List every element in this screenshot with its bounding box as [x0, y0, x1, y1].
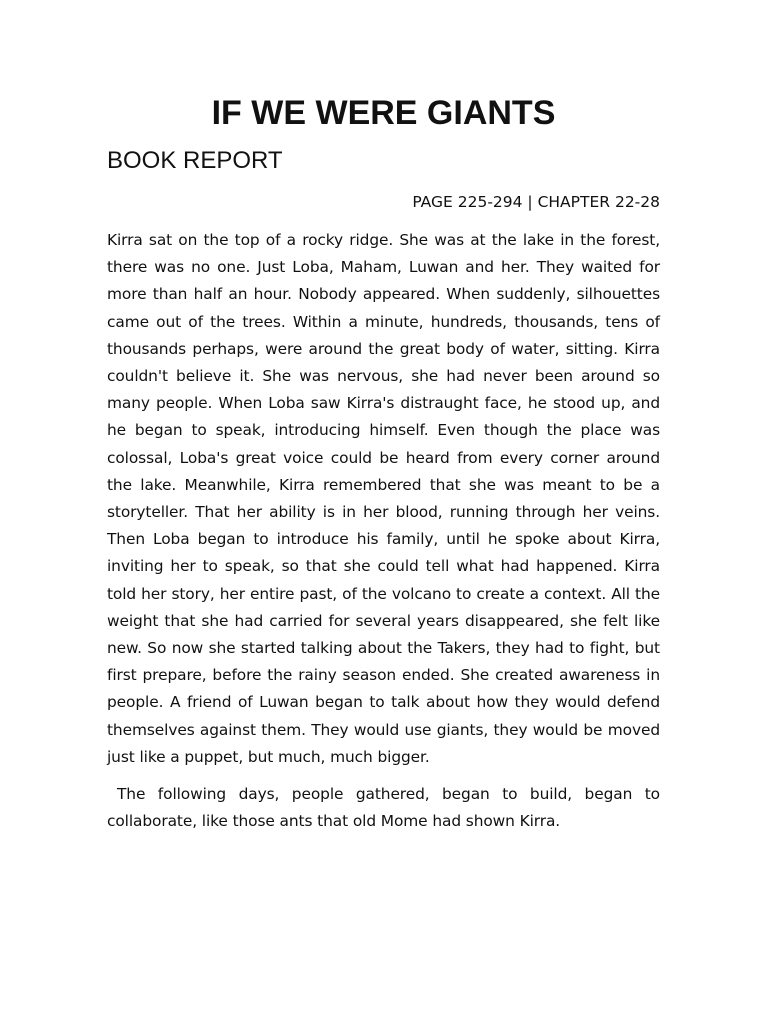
body-paragraph: The following days, people gathered, began to build, began to collaborate, like those ants that old Mome had shown Kirra. [107, 785, 660, 831]
document-title: IF WE WERE GIANTS [211, 94, 556, 132]
body-paragraph: Kirra sat on the top of a rocky ridge. She was at the lake in the forest, there was no one. Just Loba, Maham, Luwan and her. They waited for more than half an hour. Nobody appeared. When suddenly, silhouettes came out of the trees. Within a minute, hundreds, thousands, tens of thousands perhaps, were around the great body of water, sitting. Kirra couldn't believe it. She was nervous, she had never been around so many people. When Loba saw Kirra's distraught face, he stood up, and he began to speak, introducing himself. Even though the place was colossal, Loba's great voice could be heard from every corner around the lake. Meanwhile, Kirra remembered that she was meant to be a storyteller. That her ability is in her blood, running through her veins. Then Loba began to introduce his family, until he spoke about Kirra, inviting her to speak, so that she could tell what had happened. Kirra told her story, her entire past, of the volcano to create a context. All the weight that she had carried for several years disappeared, she felt like new. So now she started talking about the Takers, they had to fight, but first prepare, before the rainy season ended. She created awareness in people. A friend of Luwan began to talk about how they would defend themselves against them. They would use giants, they would be moved just like a puppet, but much, much bigger. [107, 231, 660, 766]
page-chapter-reference: PAGE 225-294 | CHAPTER 22-28 [412, 193, 660, 211]
document-body [107, 227, 660, 845]
document-subtitle: BOOK REPORT [107, 147, 283, 174]
